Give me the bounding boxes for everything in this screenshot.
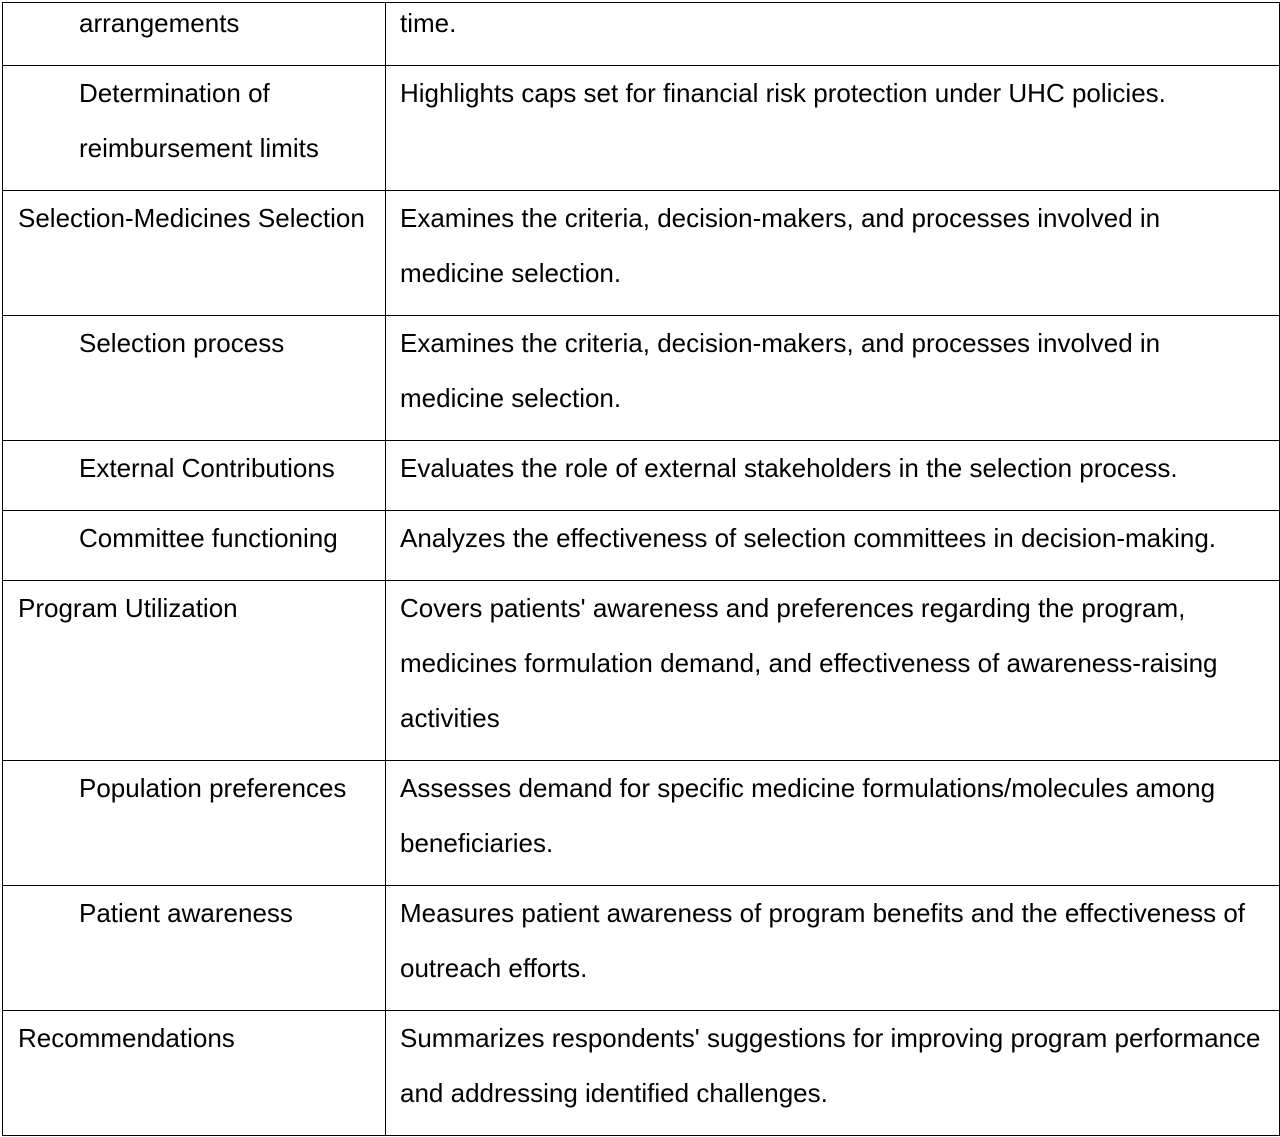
term-text: Program Utilization	[18, 593, 238, 623]
term-text: Committee functioning	[79, 523, 338, 553]
term-text: Population preferences	[79, 773, 347, 803]
description-text: Examines the criteria, decision-makers, and processes involved in medicine selection.	[400, 203, 1161, 288]
term-cell	[3, 886, 386, 1011]
theme-table	[2, 2, 1280, 1136]
description-cell	[386, 191, 1280, 316]
description-text: Summarizes respondents' suggestions for improving program performance and addressing identified challenges.	[400, 1023, 1261, 1108]
table-row	[3, 191, 1280, 316]
term-cell	[3, 441, 386, 511]
table-row	[3, 581, 1280, 761]
description-cell	[386, 3, 1280, 66]
description-text: Evaluates the role of external stakeholders in the selection process.	[400, 453, 1178, 483]
description-text: Assesses demand for specific medicine formulations/molecules among beneficiaries.	[400, 773, 1216, 858]
term-text: Selection-Medicines Selection	[18, 203, 365, 233]
term-cell	[3, 1011, 386, 1136]
table-row	[3, 761, 1280, 886]
term-cell	[3, 3, 386, 66]
description-cell	[386, 761, 1280, 886]
description-text: Covers patients' awareness and preferences regarding the program, medicines formulation demand, and effectiveness of awareness-raising activities	[400, 593, 1218, 733]
table-row	[3, 3, 1280, 66]
term-text: arrangements	[79, 8, 240, 38]
table-row	[3, 886, 1280, 1011]
table-row	[3, 1011, 1280, 1136]
description-cell	[386, 441, 1280, 511]
term-cell	[3, 66, 386, 191]
term-cell	[3, 761, 386, 886]
term-text: Patient awareness	[79, 898, 293, 928]
term-text: Recommendations	[18, 1023, 235, 1053]
term-cell	[3, 581, 386, 761]
description-cell	[386, 66, 1280, 191]
table-row	[3, 441, 1280, 511]
description-cell	[386, 511, 1280, 581]
table-row	[3, 316, 1280, 441]
term-text: External Contributions	[79, 453, 335, 483]
description-text: Measures patient awareness of program benefits and the effectiveness of outreach efforts.	[400, 898, 1246, 983]
description-cell	[386, 316, 1280, 441]
description-cell	[386, 581, 1280, 761]
description-text: Examines the criteria, decision-makers, and processes involved in medicine selection.	[400, 328, 1161, 413]
term-text: Determination of reimbursement limits	[79, 78, 319, 163]
term-text: Selection process	[79, 328, 285, 358]
description-cell	[386, 1011, 1280, 1136]
table-row	[3, 66, 1280, 191]
term-cell	[3, 316, 386, 441]
description-cell	[386, 886, 1280, 1011]
description-text: Highlights caps set for financial risk protection under UHC policies.	[400, 78, 1166, 108]
description-text: time.	[400, 8, 457, 38]
term-cell	[3, 511, 386, 581]
term-cell	[3, 191, 386, 316]
table-row	[3, 511, 1280, 581]
description-text: Analyzes the effectiveness of selection committees in decision-making.	[400, 523, 1217, 553]
